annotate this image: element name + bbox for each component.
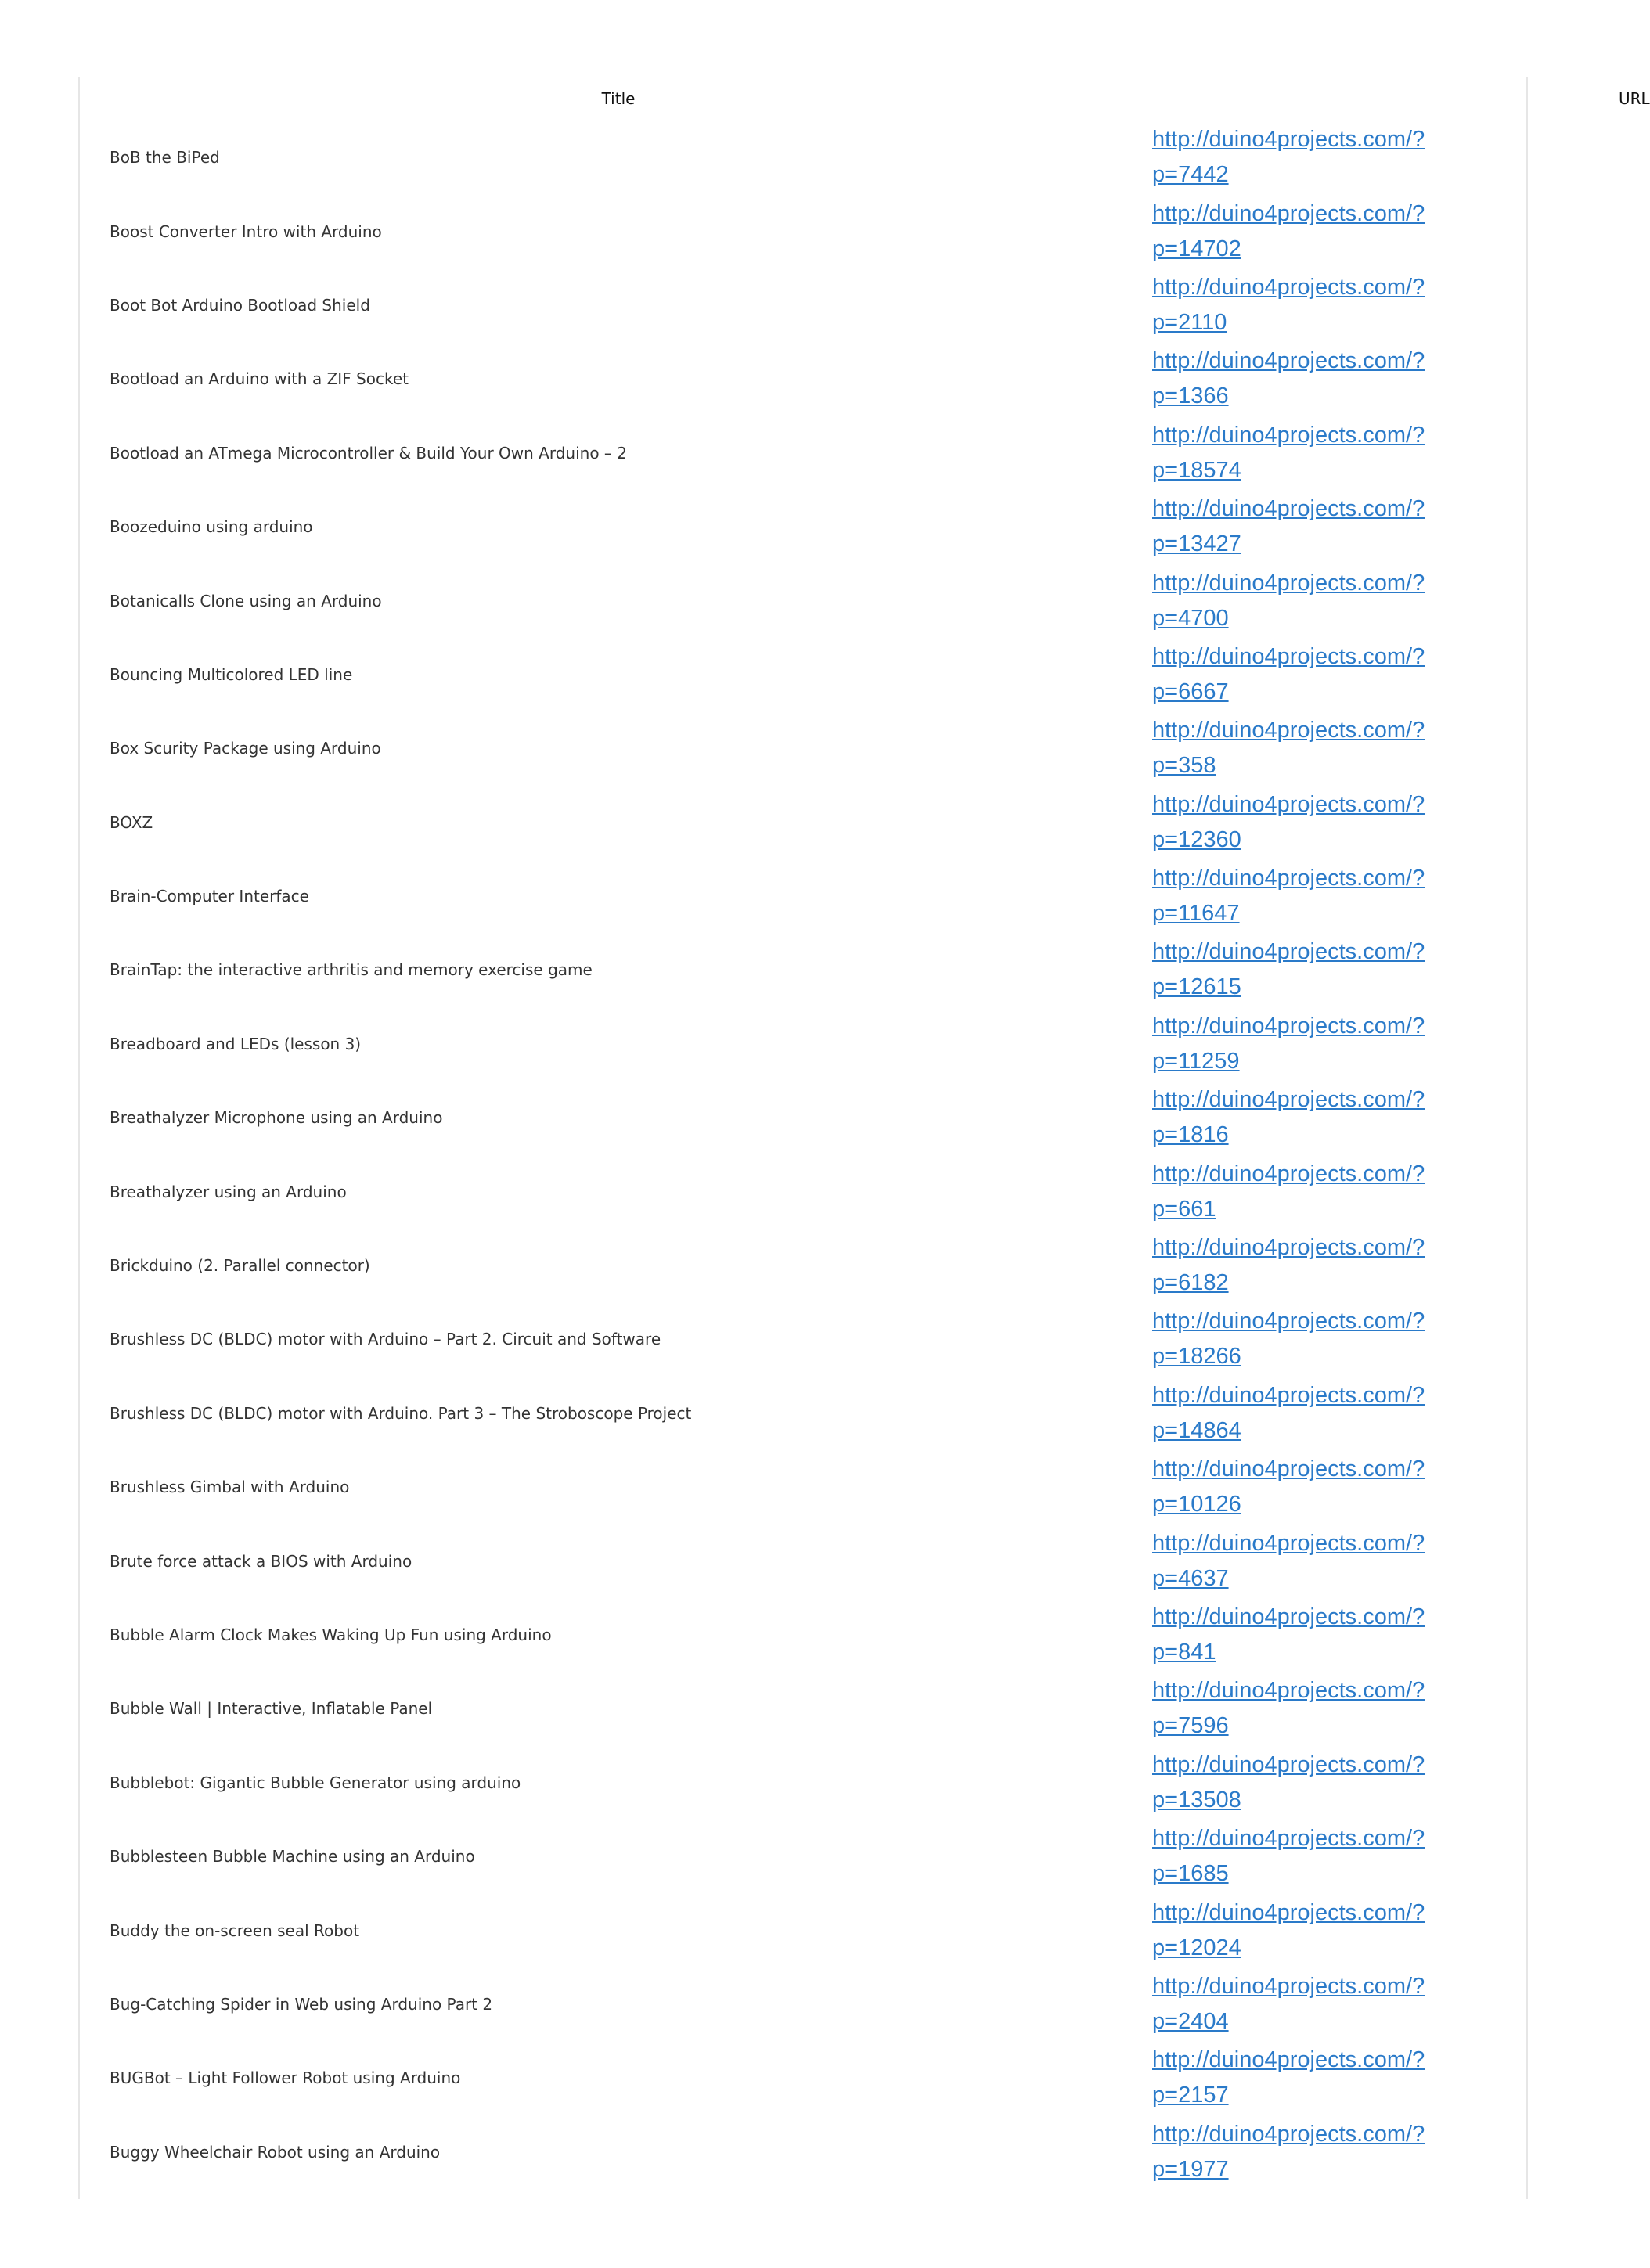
project-url-line-2: p=7442 bbox=[1152, 162, 1229, 188]
project-url-link[interactable] bbox=[1152, 639, 1450, 710]
project-url-line-1: http://duino4projects.com/? bbox=[1152, 348, 1425, 374]
project-url-cell bbox=[1152, 342, 1528, 416]
project-url-line-1: http://duino4projects.com/? bbox=[1152, 1087, 1425, 1113]
project-url-line-2: p=18266 bbox=[1152, 1344, 1241, 1370]
project-url-link[interactable] bbox=[1152, 196, 1450, 267]
project-url-link[interactable] bbox=[1152, 1009, 1450, 1079]
project-title: Boost Converter Intro with Arduino bbox=[110, 221, 382, 241]
project-url-cell bbox=[1152, 1967, 1528, 2041]
project-title: Brain-Computer Interface bbox=[110, 887, 309, 906]
project-url-cell bbox=[1152, 1450, 1528, 1524]
table-row bbox=[78, 1672, 1528, 1745]
project-title: Boot Bot Arduino Bootload Shield bbox=[110, 295, 370, 315]
table-row bbox=[78, 342, 1528, 416]
project-url-line-1: http://duino4projects.com/? bbox=[1152, 718, 1425, 743]
project-url-line-2: p=14702 bbox=[1152, 236, 1241, 261]
project-url-line-1: http://duino4projects.com/? bbox=[1152, 1973, 1425, 1999]
project-title: Brickduino (2. Parallel connector) bbox=[110, 1256, 370, 1276]
project-url-line-2: p=2110 bbox=[1152, 309, 1227, 335]
project-title: BoB the BiPed bbox=[110, 148, 220, 167]
project-url-line-1: http://duino4projects.com/? bbox=[1152, 791, 1425, 817]
project-url-line-2: p=841 bbox=[1152, 1640, 1216, 1665]
project-url-line-1: http://duino4projects.com/? bbox=[1152, 570, 1425, 596]
project-title: Brushless Gimbal with Arduino bbox=[110, 1478, 350, 1497]
project-title: Bouncing Multicolored LED line bbox=[110, 664, 353, 684]
project-url-line-2: p=6667 bbox=[1152, 679, 1229, 704]
project-url-line-2: p=10126 bbox=[1152, 1492, 1241, 1517]
project-url-link[interactable] bbox=[1152, 1082, 1450, 1153]
table-row bbox=[78, 563, 1528, 637]
project-url-line-2: p=14864 bbox=[1152, 1417, 1241, 1443]
project-url-cell bbox=[1152, 2115, 1528, 2189]
project-url-link[interactable] bbox=[1152, 1600, 1450, 1670]
project-url-cell bbox=[1152, 638, 1528, 711]
project-title: Botanicalls Clone using an Arduino bbox=[110, 591, 382, 610]
project-title: Breathalyzer Microphone using an Arduino bbox=[110, 1108, 443, 1128]
project-url-cell bbox=[1152, 416, 1528, 490]
project-title: Boozeduino using arduino bbox=[110, 517, 313, 537]
project-url-line-2: p=1977 bbox=[1152, 2156, 1229, 2182]
project-title: Brushless DC (BLDC) motor with Arduino – Part 2. Circuit and Software bbox=[110, 1330, 661, 1349]
project-url-link[interactable] bbox=[1152, 122, 1450, 193]
project-url-cell bbox=[1152, 1746, 1528, 1820]
project-url-link[interactable] bbox=[1152, 2117, 1450, 2187]
project-url-link[interactable] bbox=[1152, 1821, 1450, 1892]
project-url-line-1: http://duino4projects.com/? bbox=[1152, 1899, 1425, 1925]
project-title: Bubblesteen Bubble Machine using an Arduino bbox=[110, 1847, 475, 1867]
project-url-line-1: http://duino4projects.com/? bbox=[1152, 1456, 1425, 1482]
project-url-link[interactable] bbox=[1152, 1452, 1450, 1522]
table-row bbox=[78, 1450, 1528, 1524]
table-row bbox=[78, 490, 1528, 563]
project-url-line-2: p=12360 bbox=[1152, 826, 1241, 852]
project-url-line-1: http://duino4projects.com/? bbox=[1152, 1013, 1425, 1039]
project-url-cell bbox=[1152, 711, 1528, 785]
table-row bbox=[78, 1229, 1528, 1302]
project-title: Brushless DC (BLDC) motor with Arduino. Part 3 – The Stroboscope Project bbox=[110, 1403, 692, 1423]
project-url-cell bbox=[1152, 859, 1528, 933]
project-url-line-2: p=7596 bbox=[1152, 1713, 1229, 1739]
project-url-cell bbox=[1152, 2041, 1528, 2115]
table-row bbox=[78, 1893, 1528, 1967]
project-url-cell bbox=[1152, 1081, 1528, 1154]
project-url-line-1: http://duino4projects.com/? bbox=[1152, 1309, 1425, 1334]
header-row bbox=[78, 77, 1528, 121]
project-url-link[interactable] bbox=[1152, 1304, 1450, 1374]
table-row bbox=[78, 121, 1528, 194]
project-url-cell bbox=[1152, 786, 1528, 859]
project-url-cell bbox=[1152, 563, 1528, 637]
project-url-line-1: http://duino4projects.com/? bbox=[1152, 1826, 1425, 1852]
project-url-line-2: p=661 bbox=[1152, 1196, 1216, 1222]
project-url-link[interactable] bbox=[1152, 787, 1450, 858]
table-row bbox=[78, 1154, 1528, 1228]
project-url-link[interactable] bbox=[1152, 1748, 1450, 1818]
project-title: Breathalyzer using an Arduino bbox=[110, 1182, 347, 1201]
project-url-line-2: p=12024 bbox=[1152, 1935, 1241, 1960]
project-url-link[interactable] bbox=[1152, 1230, 1450, 1301]
column-header-url: URL bbox=[1619, 89, 1650, 108]
project-title: Bootload an ATmega Microcontroller & Build Your Own Arduino – 2 bbox=[110, 443, 627, 463]
project-title: Box Scurity Package using Arduino bbox=[110, 739, 381, 758]
project-title: Bug-Catching Spider in Web using Arduino Part 2 bbox=[110, 1994, 493, 2014]
project-url-link[interactable] bbox=[1152, 491, 1450, 562]
table-row bbox=[78, 1081, 1528, 1154]
project-title: Bubble Alarm Clock Makes Waking Up Fun using Arduino bbox=[110, 1625, 552, 1644]
project-url-line-1: http://duino4projects.com/? bbox=[1152, 939, 1425, 965]
table-row bbox=[78, 1967, 1528, 2041]
project-url-cell bbox=[1152, 1893, 1528, 1967]
project-url-line-2: p=6182 bbox=[1152, 1270, 1229, 1296]
table-row bbox=[78, 2115, 1528, 2189]
project-url-link[interactable] bbox=[1152, 1969, 1450, 2039]
project-url-link[interactable] bbox=[1152, 418, 1450, 488]
project-url-cell bbox=[1152, 121, 1528, 194]
project-url-line-2: p=1685 bbox=[1152, 1861, 1229, 1887]
project-title: Buggy Wheelchair Robot using an Arduino bbox=[110, 2142, 441, 2162]
table-row bbox=[78, 1820, 1528, 1893]
project-title: BOXZ bbox=[110, 812, 153, 832]
project-url-line-2: p=13427 bbox=[1152, 531, 1241, 557]
table-row bbox=[78, 859, 1528, 933]
project-url-line-1: http://duino4projects.com/? bbox=[1152, 2047, 1425, 2073]
table-row bbox=[78, 1302, 1528, 1376]
project-url-line-1: http://duino4projects.com/? bbox=[1152, 422, 1425, 448]
project-url-link[interactable] bbox=[1152, 1895, 1450, 1966]
project-url-link[interactable] bbox=[1152, 566, 1450, 636]
project-url-line-2: p=11259 bbox=[1152, 1048, 1240, 1074]
table-row bbox=[78, 638, 1528, 711]
project-url-line-2: p=12615 bbox=[1152, 974, 1241, 1000]
project-url-link[interactable] bbox=[1152, 934, 1450, 1005]
project-url-line-2: p=4637 bbox=[1152, 1565, 1229, 1591]
project-title: Breadboard and LEDs (lesson 3) bbox=[110, 1034, 362, 1053]
table-row bbox=[78, 2041, 1528, 2115]
project-url-cell bbox=[1152, 490, 1528, 563]
project-url-line-2: p=1366 bbox=[1152, 383, 1229, 409]
project-title: Bubble Wall | Interactive, Inflatable Panel bbox=[110, 1699, 433, 1719]
project-url-line-1: http://duino4projects.com/? bbox=[1152, 200, 1425, 226]
project-url-line-1: http://duino4projects.com/? bbox=[1152, 1751, 1425, 1777]
project-url-cell bbox=[1152, 1154, 1528, 1228]
project-url-line-2: p=358 bbox=[1152, 753, 1216, 779]
project-title: BrainTap: the interactive arthritis and memory exercise game bbox=[110, 960, 593, 980]
project-url-cell bbox=[1152, 1377, 1528, 1450]
table-row bbox=[78, 194, 1528, 268]
project-url-line-2: p=1816 bbox=[1152, 1122, 1229, 1148]
table-body bbox=[78, 121, 1528, 2189]
project-url-link[interactable] bbox=[1152, 861, 1450, 931]
project-url-cell bbox=[1152, 1007, 1528, 1081]
table-row bbox=[78, 1377, 1528, 1450]
project-url-line-1: http://duino4projects.com/? bbox=[1152, 1604, 1425, 1629]
table-row bbox=[78, 1598, 1528, 1672]
project-url-cell bbox=[1152, 1302, 1528, 1376]
projects-table bbox=[78, 77, 1650, 2189]
project-url-line-1: http://duino4projects.com/? bbox=[1152, 2121, 1425, 2147]
table-row bbox=[78, 1524, 1528, 1597]
project-url-line-1: http://duino4projects.com/? bbox=[1152, 1235, 1425, 1261]
project-url-cell bbox=[1152, 1672, 1528, 1745]
project-url-line-1: http://duino4projects.com/? bbox=[1152, 1678, 1425, 1704]
project-url-line-2: p=18574 bbox=[1152, 457, 1241, 483]
project-url-cell bbox=[1152, 1524, 1528, 1597]
table-row bbox=[78, 786, 1528, 859]
table-row bbox=[78, 933, 1528, 1006]
project-title: Bootload an Arduino with a ZIF Socket bbox=[110, 369, 409, 389]
project-url-link[interactable] bbox=[1152, 1526, 1450, 1597]
project-url-line-1: http://duino4projects.com/? bbox=[1152, 1161, 1425, 1186]
project-title: Bubblebot: Gigantic Bubble Generator using arduino bbox=[110, 1773, 521, 1792]
project-url-link[interactable] bbox=[1152, 1157, 1450, 1227]
table-row bbox=[78, 1746, 1528, 1820]
project-url-line-2: p=2404 bbox=[1152, 2008, 1229, 2034]
table-header bbox=[78, 77, 1650, 121]
project-url-link[interactable] bbox=[1152, 1378, 1450, 1449]
project-url-line-2: p=4700 bbox=[1152, 605, 1229, 631]
table-row bbox=[78, 268, 1528, 342]
project-url-link[interactable] bbox=[1152, 1673, 1450, 1744]
table-row bbox=[78, 1007, 1528, 1081]
project-title: Brute force attack a BIOS with Arduino bbox=[110, 1551, 412, 1571]
project-url-line-1: http://duino4projects.com/? bbox=[1152, 866, 1425, 891]
project-url-link[interactable] bbox=[1152, 270, 1450, 340]
project-url-line-2: p=13508 bbox=[1152, 1787, 1241, 1813]
project-url-line-2: p=2157 bbox=[1152, 2083, 1229, 2108]
project-url-cell bbox=[1152, 1598, 1528, 1672]
project-url-cell bbox=[1152, 1229, 1528, 1302]
project-url-cell bbox=[1152, 268, 1528, 342]
project-url-line-1: http://duino4projects.com/? bbox=[1152, 274, 1425, 300]
project-url-line-1: http://duino4projects.com/? bbox=[1152, 643, 1425, 669]
project-url-line-1: http://duino4projects.com/? bbox=[1152, 496, 1425, 522]
table-row bbox=[78, 416, 1528, 490]
project-url-cell bbox=[1152, 933, 1528, 1006]
project-url-line-1: http://duino4projects.com/? bbox=[1152, 127, 1425, 153]
project-url-line-1: http://duino4projects.com/? bbox=[1152, 1382, 1425, 1408]
project-title: Buddy the on-screen seal Robot bbox=[110, 1921, 360, 1940]
project-url-cell bbox=[1152, 194, 1528, 268]
project-title: BUGBot – Light Follower Robot using Arduino bbox=[110, 2068, 461, 2088]
project-url-link[interactable] bbox=[1152, 2043, 1450, 2113]
project-url-link[interactable] bbox=[1152, 713, 1450, 783]
project-url-line-2: p=11647 bbox=[1152, 901, 1240, 927]
column-header-title: Title bbox=[601, 89, 636, 108]
project-url-cell bbox=[1152, 1820, 1528, 1893]
table-row bbox=[78, 711, 1528, 785]
project-url-link[interactable] bbox=[1152, 344, 1450, 414]
project-url-line-1: http://duino4projects.com/? bbox=[1152, 1530, 1425, 1556]
